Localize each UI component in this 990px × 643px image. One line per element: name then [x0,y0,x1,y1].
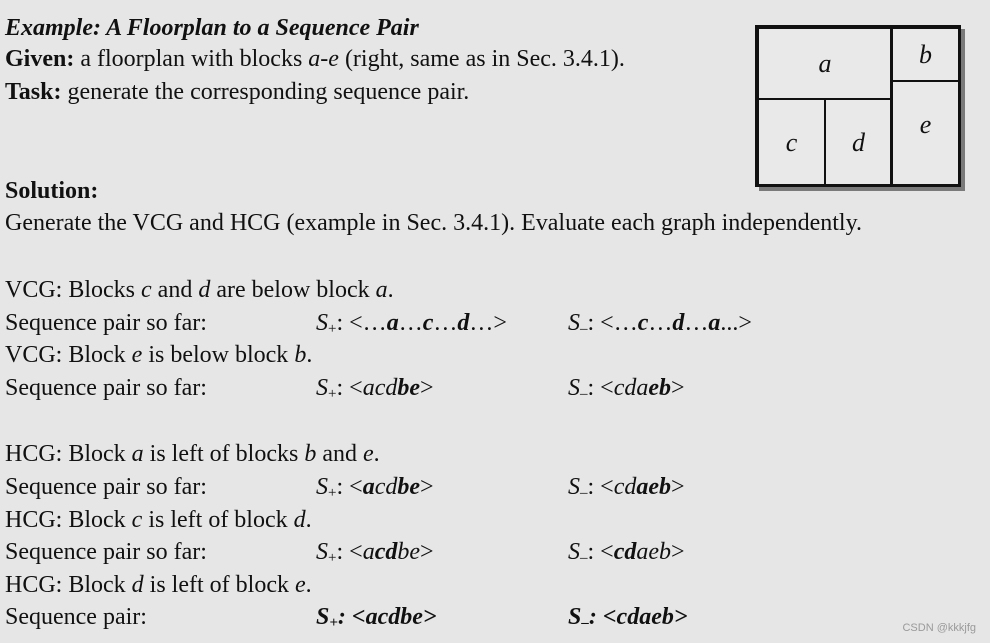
seq-bold: a [386,310,399,336]
seq-bold: a [708,310,721,336]
final-label [5,602,147,632]
text: is left of blocks [143,441,305,467]
s-plus-4 [316,537,434,567]
watermark: CSDN @kkkjfg [902,622,976,634]
seq-bold: c [422,310,434,336]
colon: : [336,474,350,500]
block-d-label: d [852,127,865,157]
minus-sub: – [580,550,588,566]
colon: : [336,310,350,336]
solution-intro-text: Generate the VCG and HCG (example in Sec. 3.4.1). Evaluate each graph independently. [5,210,863,236]
given-text: a floorplan with blocks [74,46,309,72]
s-plus-2 [316,373,434,403]
seq-bold: cd [374,539,398,565]
s-plus-3 [316,472,434,502]
seq-part: acd [362,375,398,401]
minus-sub: – [580,321,588,337]
s-symbol: S [316,375,328,401]
text: HCG: Block [5,441,132,467]
colon: : [587,310,601,336]
sp-label-2 [5,373,207,403]
colon: : [336,375,350,401]
seq-part: < [600,474,614,500]
block-ref: c [141,277,152,303]
minus-sub: – [581,615,589,631]
task-line [5,77,469,107]
sp-label-text: Sequence pair so far: [5,474,207,500]
block-a [757,27,893,100]
seq-part: … [433,310,458,336]
s-symbol: S [568,539,580,565]
seq-part: … [648,310,673,336]
block-c-label: c [785,127,798,157]
seq-bold: e [648,375,660,401]
block-ref: e [294,572,306,598]
text: . [387,277,394,303]
block-ref: c [131,507,143,533]
block-e-label: e [919,110,932,140]
text: and [316,441,363,467]
s-symbol: S [316,474,328,500]
block-a-label: a [818,48,832,78]
seq-part: cd [613,474,637,500]
seq-part: > [420,375,434,401]
colon: : [588,604,603,630]
seq-part: cd [374,474,398,500]
colon: : [587,539,601,565]
colon: : [337,604,352,630]
seq-part: a [362,539,375,565]
s-minus-3 [568,472,685,502]
text: and [151,277,199,303]
s-minus-2 [568,373,685,403]
s-plus-1 [316,308,507,338]
block-ref: e [131,342,143,368]
task-label: Task: [5,79,62,105]
final-plus-sequence: <acdbe> [351,604,437,630]
plus-sub: + [328,321,337,337]
seq-part: < [600,375,614,401]
s-minus-1 [568,308,752,338]
vcg-step-1 [5,275,394,305]
hcg-step-2 [5,505,312,535]
floorplan-diagram [755,25,961,187]
block-ref: e [362,441,374,467]
hcg-step-1 [5,439,380,469]
plus-sub: + [329,615,338,631]
seq-part: > [671,375,685,401]
seq-part: < [600,539,614,565]
text: . [306,342,313,368]
s-symbol: S [316,310,328,336]
given-blocks: a-e [308,46,339,72]
seq-part: aeb [636,539,672,565]
block-ref: b [294,342,307,368]
text: . [305,507,312,533]
seq-part: … [398,310,423,336]
seq-bold: b [659,375,672,401]
sp-label-text: Sequence pair so far: [5,539,207,565]
seq-part: < [349,539,363,565]
s-symbol: S [316,539,328,565]
block-ref: a [131,441,144,467]
text: is below block [142,342,295,368]
seq-bold: cd [613,539,637,565]
plus-sub: + [328,550,337,566]
minus-sub: – [580,485,588,501]
seq-part: ...> [720,310,752,336]
text: VCG: Block [5,342,132,368]
sp-label-1 [5,308,207,338]
vcg-step-2 [5,340,312,370]
text: VCG: Blocks [5,277,142,303]
block-ref: d [293,507,306,533]
s-symbol: S [316,604,330,630]
block-ref: a [375,277,388,303]
plus-sub: + [328,386,337,402]
colon: : [336,539,350,565]
given-text-2: (right, same as in Sec. 3.4.1). [338,46,625,72]
text: . [373,441,380,467]
seq-part: < [349,474,363,500]
final-label-text: Sequence pair: [5,604,147,630]
seq-part: < [349,375,363,401]
s-plus-final [316,602,437,632]
seq-bold: d [672,310,685,336]
example-title [5,13,419,43]
seq-bold: d [457,310,470,336]
seq-bold: aeb [636,474,672,500]
seq-bold: be [397,375,420,401]
title-text: Example: A Floorplan to a Sequence Pair [5,15,419,41]
sp-label-text: Sequence pair so far: [5,310,207,336]
given-line [5,44,625,74]
text: is left of block [142,507,294,533]
sp-label-text: Sequence pair so far: [5,375,207,401]
minus-sub: – [580,386,588,402]
solution-label-text: Solution: [5,178,99,204]
block-ref: d [198,277,211,303]
solution-label [5,176,98,206]
block-ref: b [304,441,317,467]
text: . [305,572,312,598]
text: HCG: Block [5,507,132,533]
block-e [890,80,961,187]
seq-part: > [420,474,434,500]
seq-part: <… [349,310,387,336]
text: is left of block [143,572,295,598]
block-b [890,27,961,82]
s-symbol: S [568,375,580,401]
seq-bold: c [637,310,649,336]
colon: : [587,375,601,401]
text: HCG: Block [5,572,132,598]
block-ref: d [131,572,144,598]
seq-part: > [671,539,685,565]
sp-label-4 [5,537,207,567]
text: are below block [210,277,376,303]
s-symbol: S [568,310,580,336]
s-symbol: S [568,474,580,500]
seq-part: <… [600,310,638,336]
seq-part: cda [613,375,649,401]
seq-part: > [420,539,434,565]
colon: : [587,474,601,500]
s-symbol: S [568,604,582,630]
s-minus-4 [568,537,685,567]
final-minus-sequence: <cdaeb> [602,604,688,630]
plus-sub: + [328,485,337,501]
block-b-label: b [919,39,932,69]
block-c [757,98,826,187]
task-text: generate the corresponding sequence pair. [61,79,470,105]
solution-intro [5,208,862,238]
s-minus-final [568,602,688,632]
seq-part: …> [469,310,507,336]
hcg-step-3 [5,570,312,600]
given-label: Given: [5,46,75,72]
seq-part: be [397,539,420,565]
block-d [824,98,893,187]
seq-part: … [684,310,709,336]
seq-part: > [671,474,685,500]
seq-bold: a [362,474,375,500]
sp-label-3 [5,472,207,502]
seq-bold: be [397,474,420,500]
